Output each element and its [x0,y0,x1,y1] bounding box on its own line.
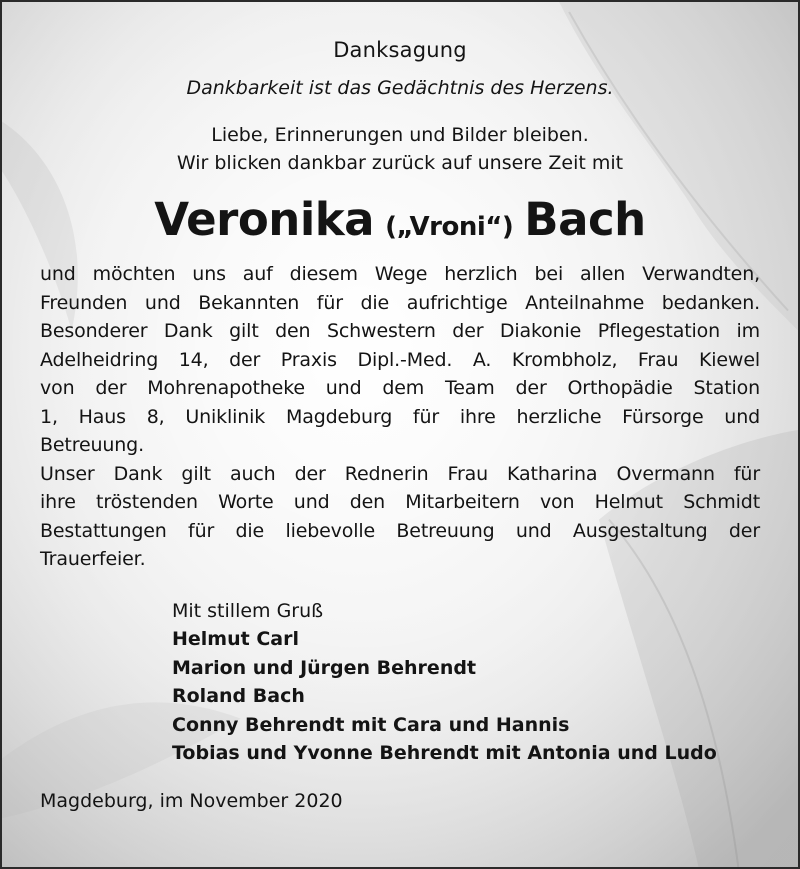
body-line: Adelheidring 14, der Praxis Dipl.-Med. A. Krombholz, Frau Kiewel [40,348,760,371]
signature-line: Helmut Carl [172,628,299,650]
body-line: Besonderer Dank gilt den Schwestern der Diakonie Pflegestation im [40,320,760,342]
signature-line: Tobias und Yvonne Behrendt mit Antonia und Ludo [172,742,717,764]
deceased-nickname: („Vroni“) [385,212,514,242]
body-line: Betreuung. [40,434,144,456]
body-line: Trauerfeier. [40,548,146,570]
notice-content [2,38,798,812]
intro-line: Liebe, Erinnerungen und Bilder bleiben. [211,124,589,146]
signature-line: Conny Behrendt mit Cara und Hannis [172,713,570,736]
body-line: und möchten uns auf diesem Wege herzlich bei allen Verwandten, [40,263,760,285]
body-line: 1, Haus 8, Uniklinik Magdeburg für ihre herzliche Fürsorge und [40,405,760,428]
thank-you-text [40,260,760,574]
greeting: Mit stillem Gruß [172,599,324,622]
intro-line: Wir blicken dankbar zurück auf unsere Zeit mit [176,152,624,174]
deceased-last-name: Bach [524,193,646,246]
signature-line: Roland Bach [172,685,305,707]
body-line: Bestattungen für die liebevolle Betreuung und Ausgestaltung der [40,519,760,542]
notice-heading: Danksagung [333,38,467,62]
signature-line: Marion und Jürgen Behrendt [172,656,477,679]
deceased-first-name: Veronika [154,193,375,246]
body-line: ihre tröstenden Worte und den Mitarbeitern von Helmut Schmidt [40,491,760,513]
motto: Dankbarkeit ist das Gedächtnis des Herzens. [186,77,614,99]
body-line: von der Mohrenapotheke und dem Team der Orthopädie Station [40,377,760,399]
intro-text [40,121,760,177]
signoff [172,597,760,768]
deceased-name [40,193,760,246]
body-line: Freunden und Bekannten für die aufrichtige Anteilnahme bedanken. [40,291,760,314]
place-date: Magdeburg, im November 2020 [40,789,343,812]
body-line: Unser Dank gilt auch der Rednerin Frau Katharina Overmann für [40,462,760,485]
